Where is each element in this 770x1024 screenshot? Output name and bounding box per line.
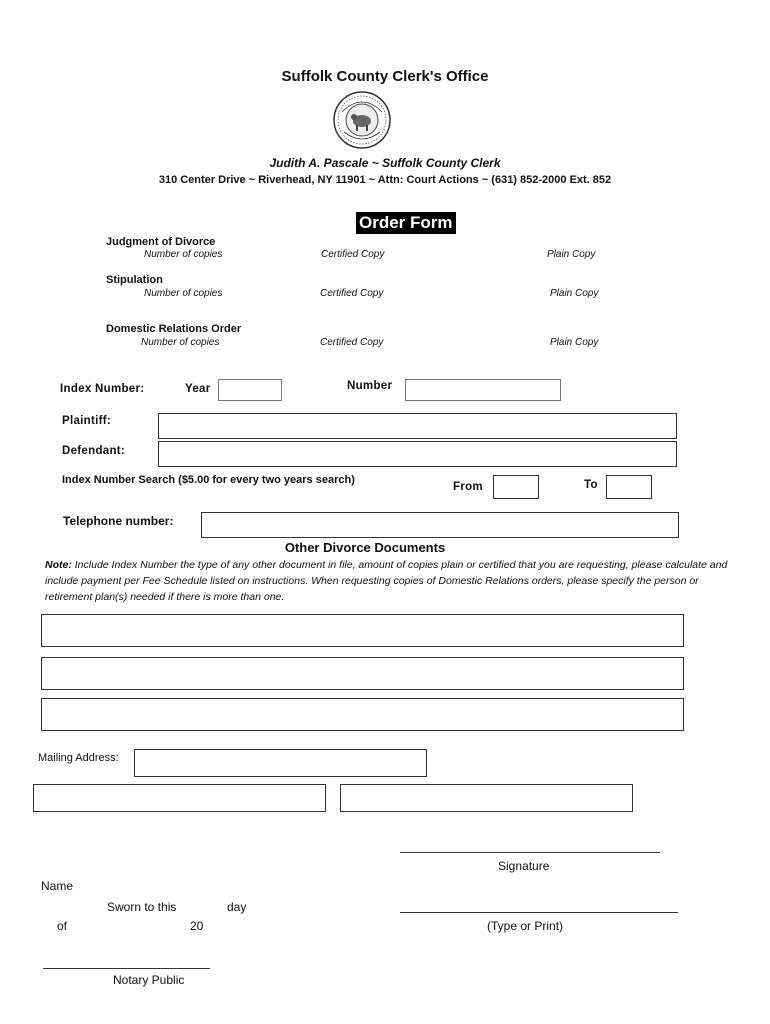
search-to-label: To xyxy=(584,479,598,491)
telephone-input[interactable] xyxy=(201,512,679,538)
type-or-print-name-line[interactable] xyxy=(400,912,678,913)
order-form-title: Order Form xyxy=(356,212,456,234)
index-search-label: Index Number Search ($5.00 for every two years search) xyxy=(62,474,355,486)
year-label: Year xyxy=(185,383,211,395)
dro-certified-copy-label: Certified Copy xyxy=(320,337,384,348)
index-number-label: Index Number: xyxy=(60,383,145,395)
notary-signature-line[interactable] xyxy=(43,968,210,969)
sworn-to-this-label: Sworn to this xyxy=(107,900,177,914)
dro-number-of-copies-label: Number of copies xyxy=(141,337,220,348)
mailing-address-line3-input[interactable] xyxy=(340,784,633,812)
section-stipulation-label: Stipulation xyxy=(106,274,163,286)
mailing-address-line2-input[interactable] xyxy=(33,784,326,812)
index-year-input[interactable] xyxy=(218,379,282,401)
of-label: of xyxy=(57,919,68,933)
stipulation-plain-copy-label: Plain Copy xyxy=(550,288,599,299)
section-domestic-relations-order-label: Domestic Relations Order xyxy=(106,323,242,335)
name-label: Name xyxy=(41,879,74,893)
judgment-number-of-copies-label: Number of copies xyxy=(144,249,223,260)
other-documents-heading: Other Divorce Documents xyxy=(284,540,446,555)
note-text: Include Index Number the type of any other document in file, amount of copies plain or certified that you are requesting, please calculate and include payment per Fee Schedule listed on instructions. When requesting copies of Domestic Relations orders, please specify the person or retirement plan(s) needed if there is more than one. xyxy=(45,559,728,603)
defendant-input[interactable] xyxy=(158,441,677,467)
search-from-label: From xyxy=(453,481,483,493)
search-to-input[interactable] xyxy=(606,475,652,499)
index-number-input[interactable] xyxy=(405,379,561,401)
judgment-certified-copy-label: Certified Copy xyxy=(321,249,385,260)
day-label: day xyxy=(227,900,247,914)
plaintiff-label: Plaintiff: xyxy=(62,415,111,427)
defendant-label: Defendant: xyxy=(62,445,126,457)
other-documents-note xyxy=(45,557,735,605)
mailing-address-label: Mailing Address: xyxy=(38,752,119,764)
other-document-input-2[interactable] xyxy=(41,657,684,690)
mailing-address-line1-input[interactable] xyxy=(134,749,427,777)
office-title: Suffolk County Clerk's Office xyxy=(281,68,489,85)
note-label: Note: xyxy=(45,559,72,571)
plaintiff-input[interactable] xyxy=(158,413,677,439)
signature-line[interactable] xyxy=(400,852,660,853)
other-document-input-1[interactable] xyxy=(41,614,684,647)
number-label: Number xyxy=(347,380,393,392)
section-judgment-of-divorce-label: Judgment of Divorce xyxy=(106,236,216,248)
telephone-label: Telephone number: xyxy=(63,514,174,528)
county-seal-icon xyxy=(332,90,392,150)
signature-label: Signature xyxy=(498,859,550,873)
judgment-plain-copy-label: Plain Copy xyxy=(547,249,596,260)
stipulation-number-of-copies-label: Number of copies xyxy=(144,288,223,299)
other-document-input-3[interactable] xyxy=(41,698,684,731)
notary-public-label: Notary Public xyxy=(113,973,185,987)
type-or-print-label: (Type or Print) xyxy=(487,919,564,933)
year-prefix-label: 20 xyxy=(190,919,204,933)
stipulation-certified-copy-label: Certified Copy xyxy=(320,288,384,299)
search-from-input[interactable] xyxy=(493,475,539,499)
dro-plain-copy-label: Plain Copy xyxy=(550,337,599,348)
office-address-line: 310 Center Drive ~ Riverhead, NY 11901 ~ Attn: Court Actions ~ (631) 852-2000 Ext. 852 xyxy=(158,174,612,186)
clerk-name-line: Judith A. Pascale ~ Suffolk County Clerk xyxy=(269,156,501,170)
